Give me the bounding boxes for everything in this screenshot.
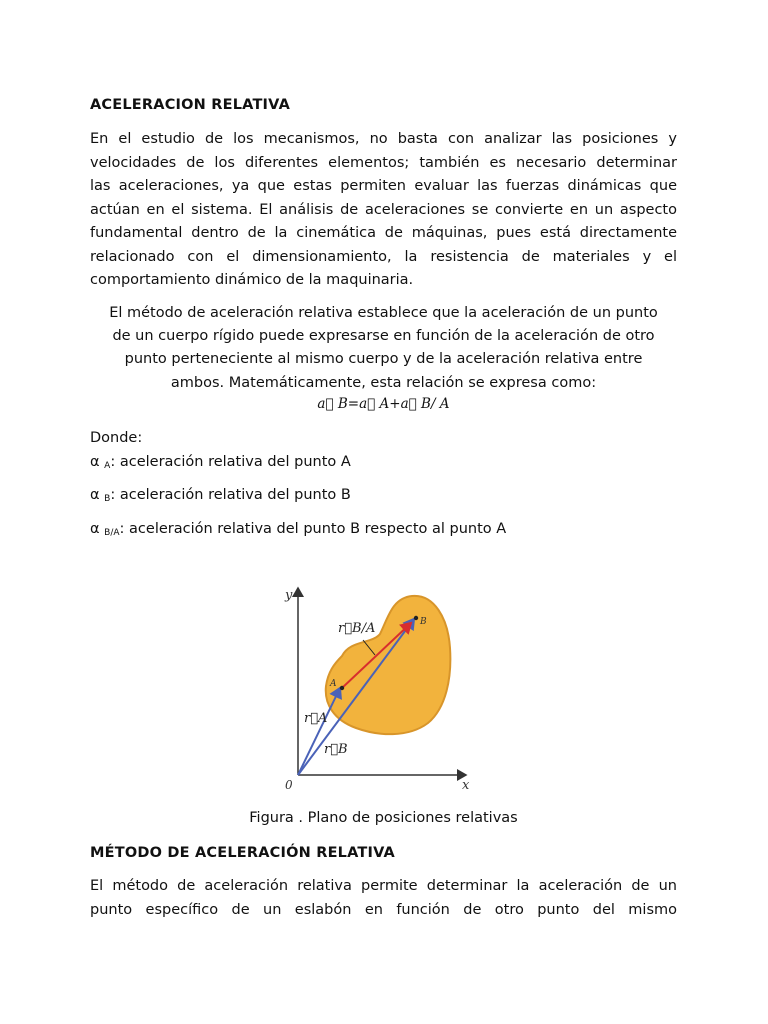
intro-paragraph bbox=[90, 128, 677, 293]
donde-label: Donde: bbox=[90, 430, 143, 446]
subscript: A bbox=[104, 461, 111, 471]
paragraph-line: de un cuerpo rígido puede expresarse en función de la aceleración de otro bbox=[112, 328, 655, 345]
method-paragraph bbox=[90, 302, 677, 395]
paragraph-line: relacionado con el dimensionamiento, la resistencia de materiales y el bbox=[90, 248, 677, 265]
subscript: B bbox=[104, 494, 111, 504]
figure-caption: Figura . Plano de posiciones relativas bbox=[249, 810, 518, 826]
rA-label: r⃗A bbox=[304, 711, 328, 726]
section-heading-aceleracion-relativa: ACELERACION RELATIVA bbox=[90, 97, 290, 113]
paragraph-line: punto específico de un eslabón en función de otro punto del mismo bbox=[90, 901, 677, 918]
paragraph-line: ambos. Matemáticamente, esta relación se expresa como: bbox=[170, 374, 597, 391]
origin-label: 0 bbox=[285, 778, 293, 792]
definition-text: : aceleración relativa del punto A bbox=[110, 454, 351, 470]
paragraph-line: fundamental dentro de la cinemática de máquinas, pues está directamente bbox=[90, 225, 677, 241]
alpha-symbol: α bbox=[90, 521, 100, 537]
subscript: B/A bbox=[104, 528, 120, 538]
y-axis-label: y bbox=[285, 588, 293, 603]
paragraph-line: las aceleraciones, ya que estas permiten evaluar las fuerzas dinámicas que bbox=[90, 178, 677, 194]
vector-rA bbox=[298, 688, 340, 775]
paragraph-line: comportamiento dinámico de la maquinaria. bbox=[90, 272, 414, 288]
paragraph-line: actúan en el sistema. El análisis de aceleraciones se convierte en un aspecto bbox=[90, 201, 677, 218]
definition-a bbox=[90, 454, 351, 471]
definition-text: : aceleración relativa del punto B bbox=[110, 487, 351, 503]
relative-position-figure bbox=[280, 578, 480, 800]
paragraph-line: El método de aceleración relativa permite determinar la aceleración de un bbox=[90, 878, 677, 894]
definition-text: : aceleración relativa del punto B respecto al punto A bbox=[119, 521, 507, 537]
paragraph-line: velocidades de los diferentes elementos; también es necesario determinar bbox=[90, 154, 677, 171]
definition-ba bbox=[90, 521, 506, 538]
point-b bbox=[414, 616, 418, 620]
paragraph-line: punto perteneciente al mismo cuerpo y de la aceleración relativa entre bbox=[124, 351, 643, 368]
paragraph-line: En el estudio de los mecanismos, no basta con analizar las posiciones y bbox=[90, 131, 677, 147]
point-a-label: A bbox=[330, 679, 337, 689]
x-axis-label: x bbox=[462, 778, 470, 793]
point-b-label: B bbox=[420, 617, 427, 627]
rBA-label: r⃗B/A bbox=[338, 621, 376, 636]
rB-label: r⃗B bbox=[324, 742, 348, 757]
section-heading-metodo: MÉTODO DE ACELERACIÓN RELATIVA bbox=[90, 845, 395, 861]
paragraph-line: El método de aceleración relativa establece que la aceleración de un punto bbox=[109, 305, 658, 321]
point-a bbox=[340, 686, 344, 690]
alpha-symbol: α bbox=[90, 487, 100, 503]
definition-b bbox=[90, 487, 351, 504]
method-description-paragraph bbox=[90, 875, 677, 922]
relative-acceleration-formula: a⃗ B=a⃗ A+a⃗ B/ A bbox=[317, 396, 450, 412]
alpha-symbol: α bbox=[90, 454, 100, 470]
